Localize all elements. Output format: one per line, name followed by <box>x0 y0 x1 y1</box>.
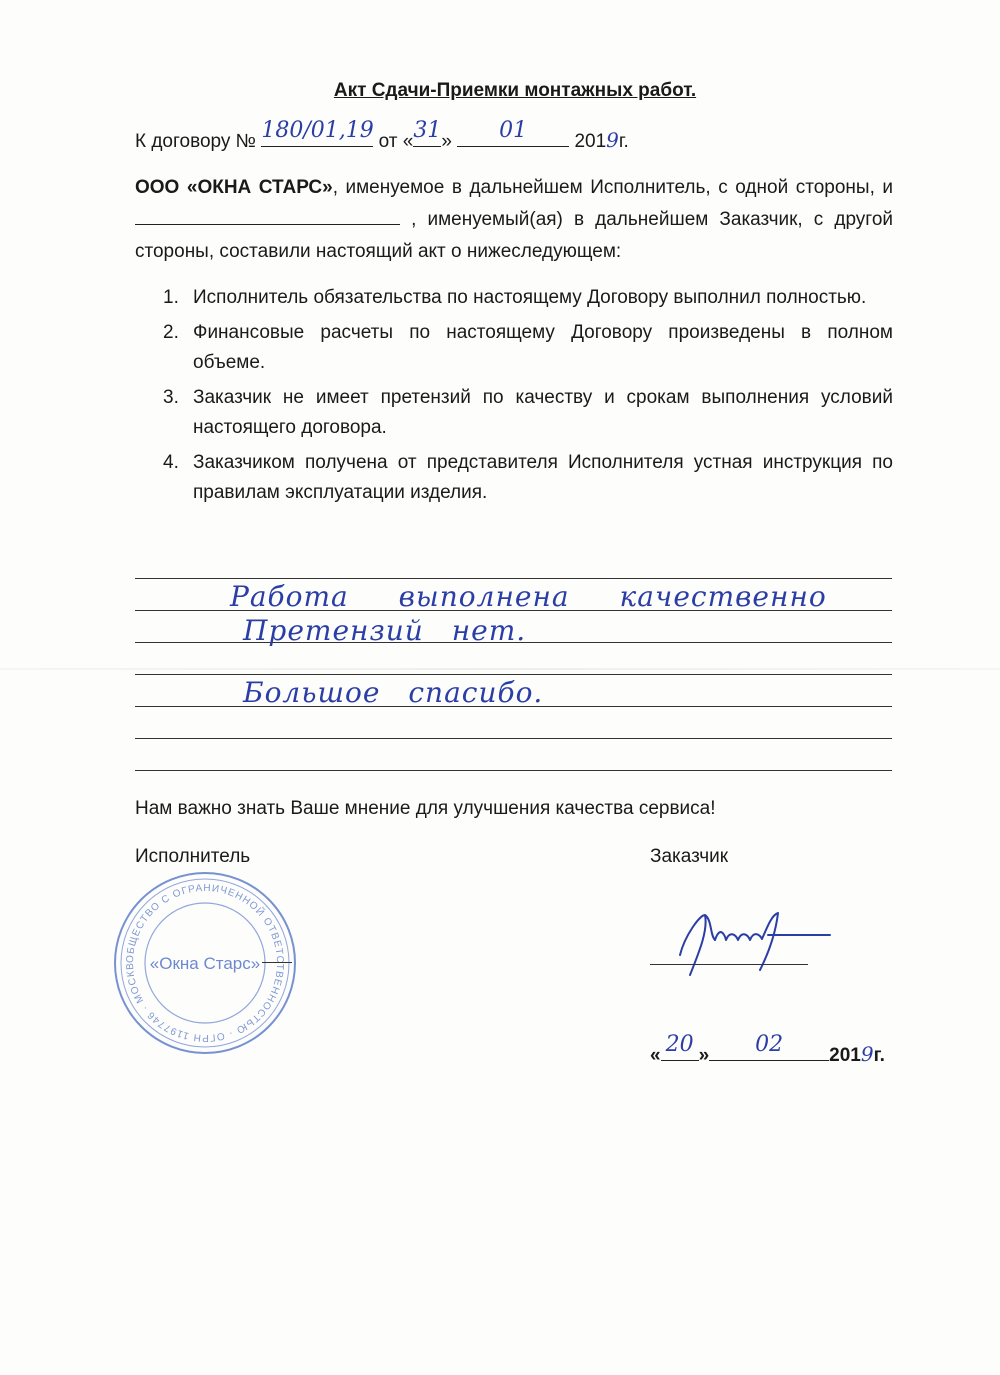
item-number: 1. <box>163 287 179 308</box>
executor-signature-line <box>262 962 292 963</box>
contract-day-handwritten: 31 <box>413 118 442 143</box>
company-name: ООО «ОКНА СТАРС» <box>135 177 333 198</box>
contract-number-handwritten: 180/01,19 <box>261 118 374 143</box>
feedback-rule <box>135 674 892 675</box>
document-title: Акт Сдачи-Приемки монтажных работ. <box>333 80 697 101</box>
signature-date <box>650 1032 885 1067</box>
item-number: 2. <box>163 322 179 343</box>
date-day-handwritten: 20 <box>665 1032 694 1057</box>
date-year-prefix: 201 <box>829 1045 861 1066</box>
list-item <box>163 448 893 508</box>
feedback-rule <box>135 738 892 739</box>
customer-label: Заказчик <box>650 846 729 867</box>
contract-day-close: » <box>441 131 452 152</box>
contract-prefix: К договору № <box>135 131 257 152</box>
item-number: 4. <box>163 452 179 473</box>
contract-from-text: от « <box>378 131 414 152</box>
intro-part2: , именуемый(ая) в дальнейшем Заказчик, с другой стороны, составили настоящий акт о нижеследующем: <box>135 209 894 262</box>
feedback-handwritten-line-3: Большое спасибо. <box>243 676 544 709</box>
customer-name-blank <box>135 206 400 225</box>
list-item <box>163 318 893 378</box>
contract-month-field <box>457 118 569 147</box>
intro-paragraph <box>135 172 893 268</box>
date-month-field <box>709 1032 829 1061</box>
date-month-handwritten: 02 <box>755 1032 784 1057</box>
paper-fold <box>0 668 1000 670</box>
item-text: Заказчиком получена от представителя Исполнителя устная инструкция по правилам эксплуатации изделия. <box>193 452 893 503</box>
executor-label: Исполнитель <box>135 846 251 867</box>
intro-part1: , именуемое в дальнейшем Исполнитель, с одной стороны, и <box>332 177 893 198</box>
item-text: Заказчик не имеет претензий по качеству и срокам выполнения условий настоящего договора. <box>193 387 893 438</box>
contract-year-prefix: 201 <box>574 131 607 152</box>
list-item <box>163 283 893 313</box>
item-text: Исполнитель обязательства по настоящему Договору выполнил полностью. <box>193 287 867 308</box>
customer-signature-line <box>650 964 808 965</box>
date-close-quote: » <box>698 1045 710 1066</box>
date-day-field <box>661 1032 699 1061</box>
contract-number-field <box>261 118 374 147</box>
feedback-handwritten-line-2: Претензий нет. <box>243 614 527 647</box>
stamp-center-text: «Окна Старс» <box>149 954 261 973</box>
contract-reference <box>135 118 629 153</box>
stamp-seal-icon <box>110 868 300 1058</box>
date-year-handwritten: 9 <box>860 1042 874 1066</box>
customer-signature-icon <box>660 895 840 990</box>
contract-month-handwritten: 01 <box>499 118 528 143</box>
contract-day-field <box>413 118 442 147</box>
stamp-ring-text: ОБЩЕСТВО С ОГРАНИЧЕННОЙ ОТВЕТСТВЕННОСТЬЮ · ОГРН 1197746 · МОСКВ <box>124 882 286 1044</box>
company-stamp <box>110 868 300 1058</box>
feedback-rule <box>135 578 892 579</box>
date-open-quote: « <box>650 1045 661 1066</box>
feedback-rule <box>135 770 892 771</box>
item-text: Финансовые расчеты по настоящему Договору произведены в полном объеме. <box>193 322 893 373</box>
opinion-note: Нам важно знать Ваше мнение для улучшения качества сервиса! <box>135 798 716 819</box>
list-item <box>163 383 893 443</box>
feedback-handwritten-line-1: Работа выполнена качественно <box>230 580 827 613</box>
contract-year-suffix: г. <box>618 131 629 152</box>
terms-list <box>163 283 893 513</box>
contract-year-handwritten: 9 <box>606 128 619 152</box>
date-year-suffix: г. <box>873 1045 885 1066</box>
item-number: 3. <box>163 387 179 408</box>
